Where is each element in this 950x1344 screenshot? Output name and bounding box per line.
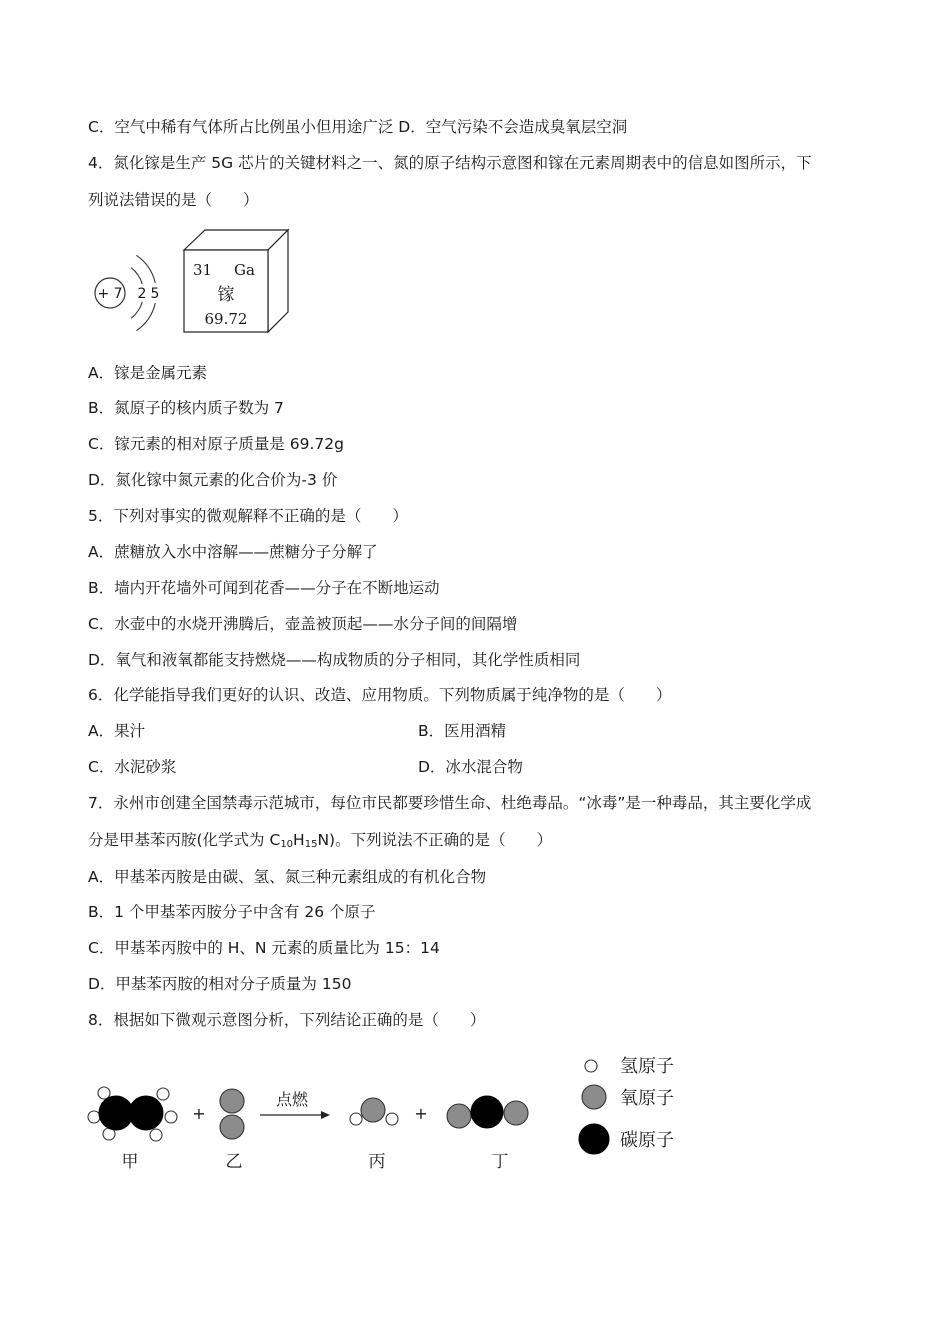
- q4-option-c: C．镓元素的相对原子质量是 69.72g: [88, 435, 344, 453]
- q4-option-a: A．镓是金属元素: [88, 364, 208, 382]
- q6-option-c: C．水泥砂浆: [88, 758, 177, 776]
- q7-option-a: A．甲基苯丙胺是由碳、氢、氮三种元素组成的有机化合物: [88, 868, 487, 886]
- q6-stem: 6．化学能指导我们更好的认识、改造、应用物质。下列物质属于纯净物的是（ ）: [88, 686, 672, 704]
- arrow-head: [321, 1111, 330, 1119]
- q5-option-b: B．墙内开花墙外可闻到花香——分子在不断地运动: [88, 579, 440, 597]
- nucleus-charge: + 7: [97, 286, 123, 302]
- q5-option-c: C．水壶中的水烧开沸腾后，壶盖被顶起——水分子间的间隔增: [88, 615, 518, 633]
- hydrogen-atom: [386, 1113, 398, 1125]
- element-symbol: Ga: [234, 261, 255, 279]
- plus-sign: +: [192, 1104, 206, 1123]
- hydrogen-atom: [98, 1087, 110, 1099]
- atomic-number: 31: [193, 261, 213, 279]
- q6-option-a: A．果汁: [88, 722, 146, 740]
- hydrogen-atom: [88, 1111, 100, 1123]
- carbon-atom: [471, 1096, 503, 1128]
- q4-option-b: B．氮原子的核内质子数为 7: [88, 399, 284, 417]
- legend-oxygen-swatch: [582, 1085, 606, 1109]
- gallium-element-card: [184, 230, 288, 332]
- carbon-atom: [99, 1096, 133, 1130]
- q4-figure: [0, 220, 320, 345]
- electron-shell-2-arc-bottom: [136, 303, 155, 331]
- q5-option-a: A．蔗糖放入水中溶解——蔗糖分子分解了: [88, 543, 378, 561]
- q7-option-b: B．1 个甲基苯丙胺分子中含有 26 个原子: [88, 903, 376, 921]
- molecule-jia: [88, 1087, 177, 1141]
- oxygen-atom: [504, 1101, 528, 1125]
- legend-carbon-label: 碳原子: [620, 1130, 674, 1151]
- q4-stem-line2: 列说法错误的是（ ）: [88, 191, 259, 209]
- shell-1-electrons: 2: [137, 286, 147, 302]
- formula-carbon-count: 10: [280, 839, 294, 850]
- formula-nitrogen: N: [317, 831, 330, 849]
- label-ding: 丁: [491, 1152, 509, 1172]
- molecule-ding: [447, 1096, 528, 1128]
- electron-shell-1-arc-bottom: [131, 302, 142, 318]
- q6-option-d: D．冰水混合物: [418, 758, 523, 776]
- electron-shell-1-arc-top: [131, 268, 142, 284]
- hydrogen-atom: [350, 1113, 362, 1125]
- q4-stem-line1: 4．氮化镓是生产 5G 芯片的关键材料之一、氮的原子结构示意图和镓在元素周期表中的信息如图所示，下: [88, 154, 812, 172]
- q7-option-c: C．甲基苯丙胺中的 H、N 元素的质量比为 15：14: [88, 939, 440, 957]
- legend-hydrogen-swatch: [585, 1060, 597, 1072]
- oxygen-atom: [447, 1104, 471, 1128]
- q7-stem-line2: [88, 829, 552, 851]
- hydrogen-atom: [157, 1088, 169, 1100]
- oxygen-atom: [220, 1115, 244, 1139]
- q7-stem-prefix: 分是甲基苯丙胺(化学式为: [88, 831, 270, 849]
- q7-stem-suffix: )。下列说法不正确的是（ ）: [329, 831, 553, 849]
- molecule-yi: [220, 1089, 244, 1139]
- reaction-condition: 点燃: [275, 1090, 309, 1109]
- q5-option-d: D．氧气和液氧都能支持燃烧——构成物质的分子相同，其化学性质相同: [88, 651, 581, 669]
- q5-stem: 5．下列对事实的微观解释不正确的是（ ）: [88, 507, 408, 525]
- formula-hydrogen: H: [293, 831, 305, 849]
- label-yi: 乙: [225, 1152, 243, 1172]
- label-bing: 丙: [368, 1152, 386, 1172]
- legend-carbon-swatch: [579, 1124, 609, 1154]
- q7-stem-line1: 7．永州市创建全国禁毒示范城市，每位市民都要珍惜生命、杜绝毒品。“冰毒”是一种毒品，其主要化学成: [88, 794, 812, 812]
- plus-sign: +: [414, 1104, 428, 1123]
- shell-2-electrons: 5: [150, 286, 160, 302]
- legend-oxygen-label: 氧原子: [620, 1088, 674, 1109]
- q3-option-d: D．空气污染不会造成臭氧层空洞: [398, 118, 628, 136]
- formula-hydrogen-count: 15: [304, 839, 318, 850]
- element-name: 镓: [217, 285, 235, 305]
- q6-option-b: B．医用酒精: [418, 722, 507, 740]
- electron-shell-2-arc-top: [136, 255, 155, 283]
- legend-hydrogen-label: 氢原子: [620, 1056, 674, 1077]
- q3-options-line: [88, 116, 627, 138]
- q8-stem: 8．根据如下微观示意图分析，下列结论正确的是（ ）: [88, 1011, 486, 1029]
- carbon-atom: [129, 1096, 163, 1130]
- q3-option-c: C．空气中稀有气体所占比例虽小但用途广泛: [88, 118, 394, 136]
- atom-legend: [579, 1056, 674, 1154]
- q8-reaction-figure: [0, 1045, 720, 1185]
- oxygen-atom: [220, 1089, 244, 1113]
- hydrogen-atom: [150, 1129, 162, 1141]
- reaction-arrow: [260, 1090, 330, 1119]
- label-jia: 甲: [121, 1152, 139, 1172]
- oxygen-atom: [361, 1098, 385, 1122]
- q4-option-d: D．氮化镓中氮元素的化合价为-3 价: [88, 471, 338, 489]
- formula-carbon: C: [269, 831, 281, 849]
- hydrogen-atom: [165, 1111, 177, 1123]
- q7-option-d: D．甲基苯丙胺的相对分子质量为 150: [88, 975, 352, 993]
- nitrogen-atom-structure-diagram: [95, 255, 159, 330]
- atomic-mass: 69.72: [204, 310, 248, 328]
- molecule-bing: [350, 1098, 398, 1125]
